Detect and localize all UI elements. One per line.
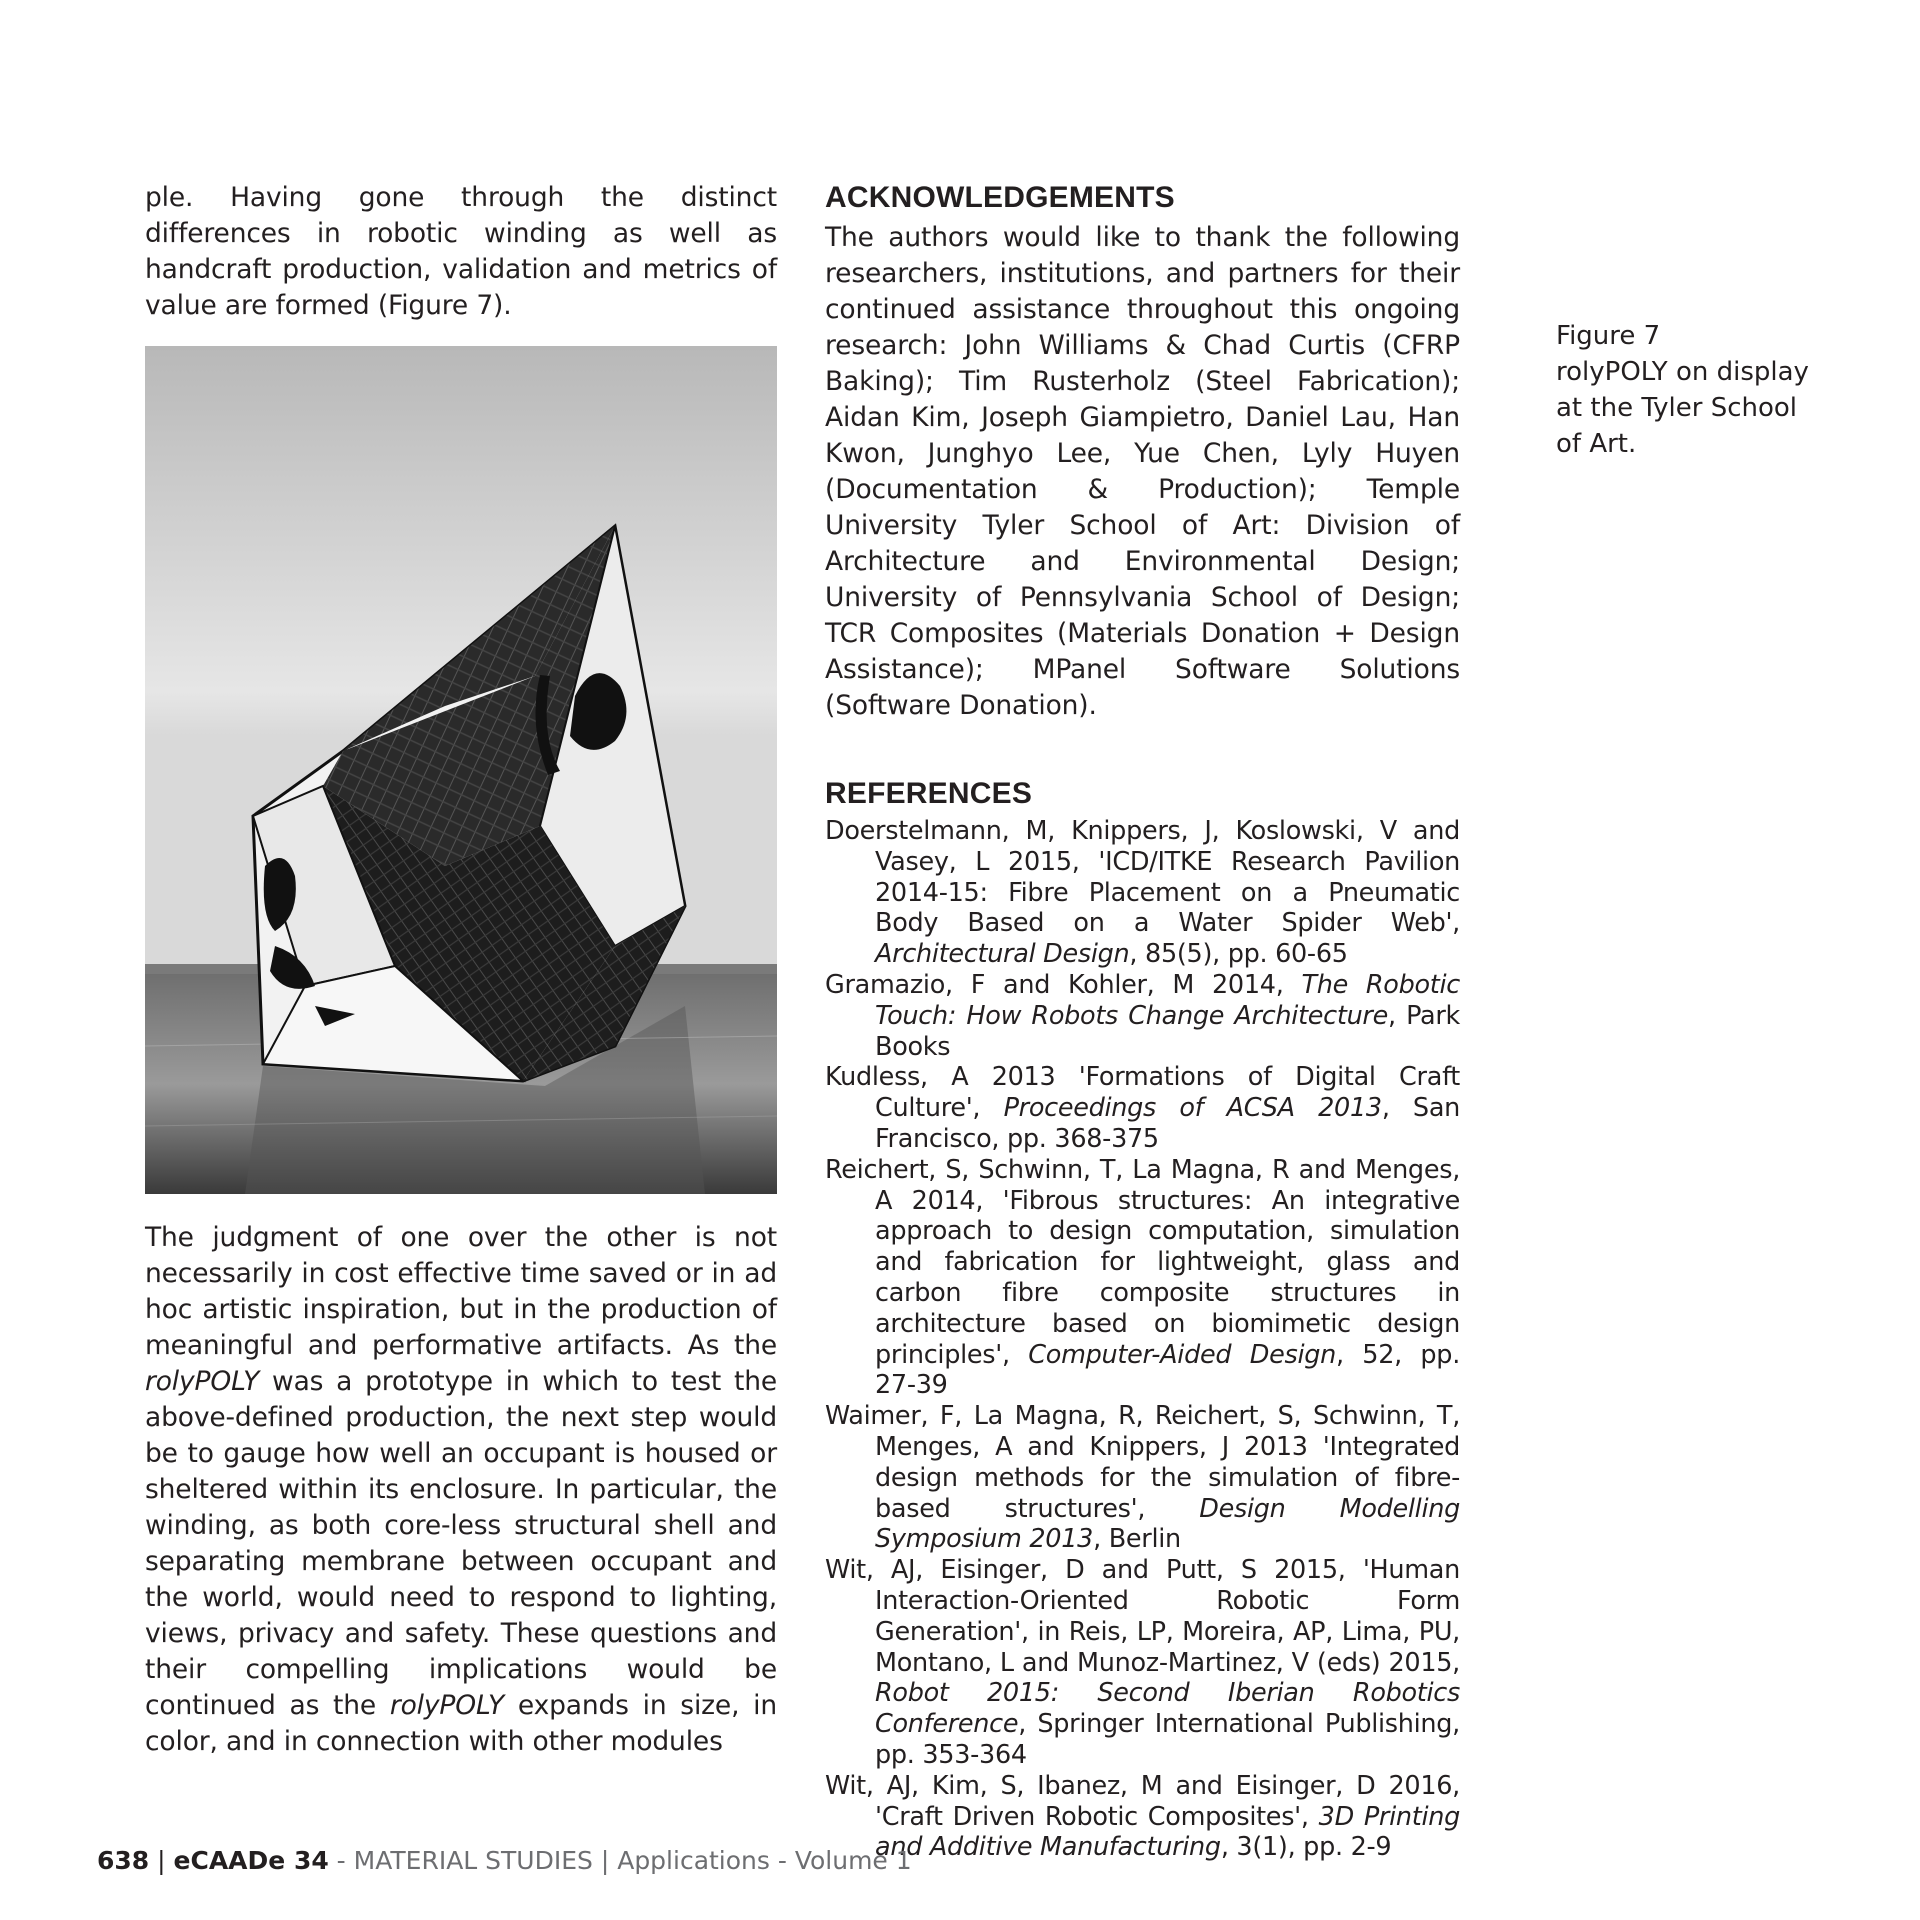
reference-item: Waimer, F, La Magna, R, Reichert, S, Schwinn, T, Menges, A and Knippers, J 2013 'Integrated design methods for the simulation of fibre-based structures', Design Modelling Symposium 2013, Berlin [825, 1401, 1460, 1555]
conference-name: eCAADe 34 [173, 1846, 329, 1875]
figure-caption-label: Figure 7 [1556, 321, 1661, 351]
footer-separator: | [157, 1846, 166, 1875]
project-name-italic: rolyPOLY [389, 1690, 505, 1721]
references-heading: REFERENCES [825, 777, 1033, 810]
footer-section-title: - MATERIAL STUDIES | Applications - Volume 1 [328, 1846, 912, 1875]
reference-item: Gramazio, F and Kohler, M 2014, The Robotic Touch: How Robots Change Architecture, Park Books [825, 969, 1460, 1062]
body-text-segment: The judgment of one over the other is not necessarily in cost effective time saved or in ad hoc artistic inspiration, but in the production of meaningful and performative artifacts. As the [145, 1222, 777, 1361]
page-number: 638 [97, 1846, 150, 1875]
reference-item: Kudless, A 2013 'Formations of Digital Craft Culture', Proceedings of ACSA 2013, San Francisco, pp. 368-375 [825, 1062, 1461, 1154]
body-paragraph-bottom [145, 1220, 777, 1760]
reference-item: Wit, AJ, Eisinger, D and Putt, S 2015, 'Human Interaction-Oriented Robotic Form Generation', in Reis, LP, Moreira, AP, Lima, PU, Montano, L and Munoz-Martinez, V (eds) 2015, Robot 2015: Second Iberian Robotics Conference, Springer International Publishing, pp. 353-364 [825, 1555, 1460, 1770]
body-text-segment: expands in size, in color, and in connection with other modules [145, 1690, 777, 1757]
reference-item: Doerstelmann, M, Knippers, J, Koslowski, V and Vasey, L 2015, 'ICD/ITKE Research Pavilion 2014-15: Fibre Placement on a Pneumatic Body Based on a Water Spider Web', Architectural Design, 85(5), pp. 60-65 [825, 816, 1460, 970]
figure-caption-text: rolyPOLY on display at the Tyler School of Art. [1556, 357, 1809, 459]
figure-caption [1556, 318, 1816, 462]
left-column [145, 180, 777, 1760]
reference-item: Reichert, S, Schwinn, T, La Magna, R and Menges, A 2014, 'Fibrous structures: An integrative approach to design computation, simulation and fabrication for lightweight, glass and carbon fibre composite structures in architecture based on biomimetic design principles', Computer-Aided Design, 52, pp. 27-39 [825, 1154, 1461, 1401]
rolypoly-sculpture-image [145, 346, 777, 1194]
project-name-italic: rolyPOLY [145, 1366, 260, 1397]
acknowledgements-text: The authors would like to thank the following researchers, institutions, and partners for their continued assistance throughout this ongoing research: John Williams & Chad Curtis (CFRP Baking); Tim Rusterholz (Steel Fabrication); Aidan Kim, Joseph Giampietro, Daniel Lau, Han Kwon, Junghyo Lee, Yue Chen, Lyly Huyen (Documentation & Production); Temple University Tyler School of Art: Division of Architecture and Environmental Design; University of Pennsylvania School of Design; TCR Composites (Materials Donation + Design Assistance); MPanel Software Solutions (Software Donation). [825, 222, 1460, 721]
acknowledgements-heading: ACKNOWLEDGEMENTS [825, 181, 1175, 214]
figure-7-photo [145, 346, 777, 1194]
body-text-segment: was a prototype in which to test the above-defined production, the next step would be to gauge how well an occupant is housed or sheltered within its enclosure. In particular, the winding, as both core-less structural shell and separating membrane between occupant and the world, would need to respond to lighting, views, privacy and safety. These questions and their compelling implications would be continued as the [145, 1366, 777, 1721]
middle-column [825, 180, 1460, 1863]
body-paragraph-top: ple. Having gone through the distinct differences in robotic winding as well as handcraft production, validation and metrics of value are formed (Figure 7). [145, 182, 777, 321]
references-section [825, 776, 1460, 1863]
reference-list [825, 816, 1460, 1863]
reference-item: Wit, AJ, Kim, S, Ibanez, M and Eisinger, D 2016, 'Craft Driven Robotic Composites', 3D Printing and Additive Manufacturing, 3(1), pp. 2-9 [825, 1770, 1460, 1863]
page-footer [97, 1843, 912, 1879]
